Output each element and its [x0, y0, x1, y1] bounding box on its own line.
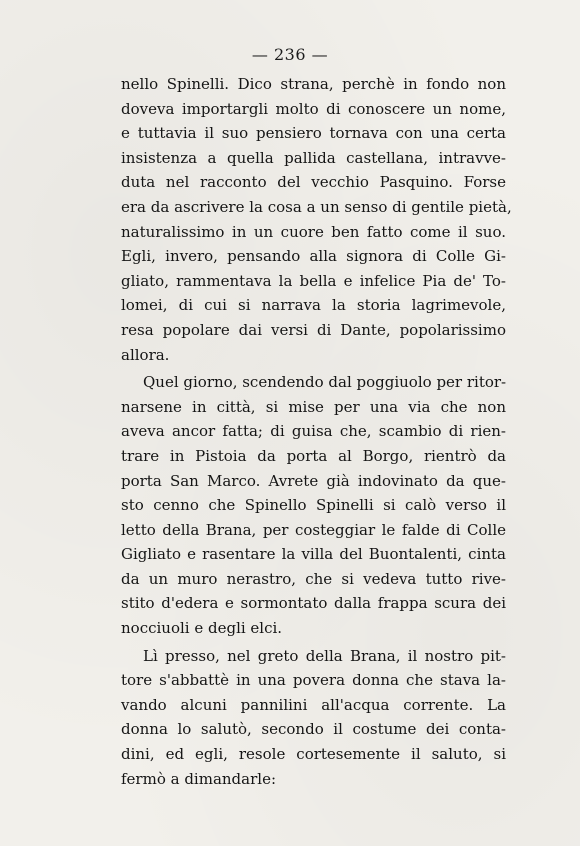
- text-line: duta nel racconto del vecchio Pasquino. Forse: [121, 173, 506, 192]
- text-line: lomei, di cui si narrava la storia lagrimevole,: [121, 296, 506, 315]
- text-line: era da ascrivere la cosa a un senso di gentile pietà,: [121, 197, 512, 216]
- text-line: sto cenno che Spinello Spinelli si calò verso il: [121, 496, 506, 515]
- text-line: da un muro nerastro, che si vedeva tutto rive-: [121, 569, 506, 588]
- text-line: dini, ed egli, resole cortesemente il saluto, si: [121, 745, 506, 764]
- text-line: tore s'abbattè in una povera donna che stava la-: [121, 671, 506, 690]
- text-line: nello Spinelli. Dico strana, perchè in fondo non: [121, 75, 506, 93]
- text-line: resa popolare dai versi di Dante, popolarissimo: [121, 320, 506, 339]
- paragraph-start-line: Quel giorno, scendendo dal poggiuolo per ritor-: [143, 373, 507, 392]
- text-line: narsene in città, si mise per una via che non: [121, 397, 506, 416]
- text-line: vando alcuni pannilini all'acqua corrente. La: [121, 695, 506, 714]
- paragraph-end-line: allora.: [121, 345, 170, 364]
- text-line: naturalissimo in un cuore ben fatto come il suo.: [121, 222, 506, 241]
- text-line: stito d'edera e sormontato dalla frappa scura dei: [121, 594, 506, 613]
- paragraph-end-line: fermò a dimandarle:: [121, 769, 277, 788]
- text-line: insistenza a quella pallida castellana, intravve-: [121, 148, 506, 167]
- text-line: donna lo salutò, secondo il costume dei conta-: [121, 720, 506, 739]
- text-line: Egli, invero, pensando alla signora di Colle Gi-: [121, 247, 506, 266]
- text-line: Gigliato e rasentare la villa del Buontalenti, cinta: [121, 545, 506, 564]
- text-line: trare in Pistoia da porta al Borgo, rientrò da: [121, 446, 506, 465]
- text-line: letto della Brana, per costeggiar le falde di Colle: [121, 520, 506, 539]
- paragraph-end-line: nocciuoli e degli elci.: [121, 619, 283, 638]
- text-line: gliato, rammentava la bella e infelice Pia de' To-: [121, 271, 506, 290]
- page-number: — 236 —: [251, 45, 329, 64]
- text-line: e tuttavia il suo pensiero tornava con una certa: [121, 124, 506, 143]
- body-text: [121, 72, 512, 791]
- text-line: porta San Marco. Avrete già indovinato da que-: [121, 471, 506, 490]
- text-line: aveva ancor fatta; di guisa che, scambio di rien-: [121, 422, 506, 441]
- paragraph-start-line: Lì presso, nel greto della Brana, il nostro pit-: [143, 646, 506, 665]
- text-line: doveva importargli molto di conoscere un nome,: [121, 99, 506, 118]
